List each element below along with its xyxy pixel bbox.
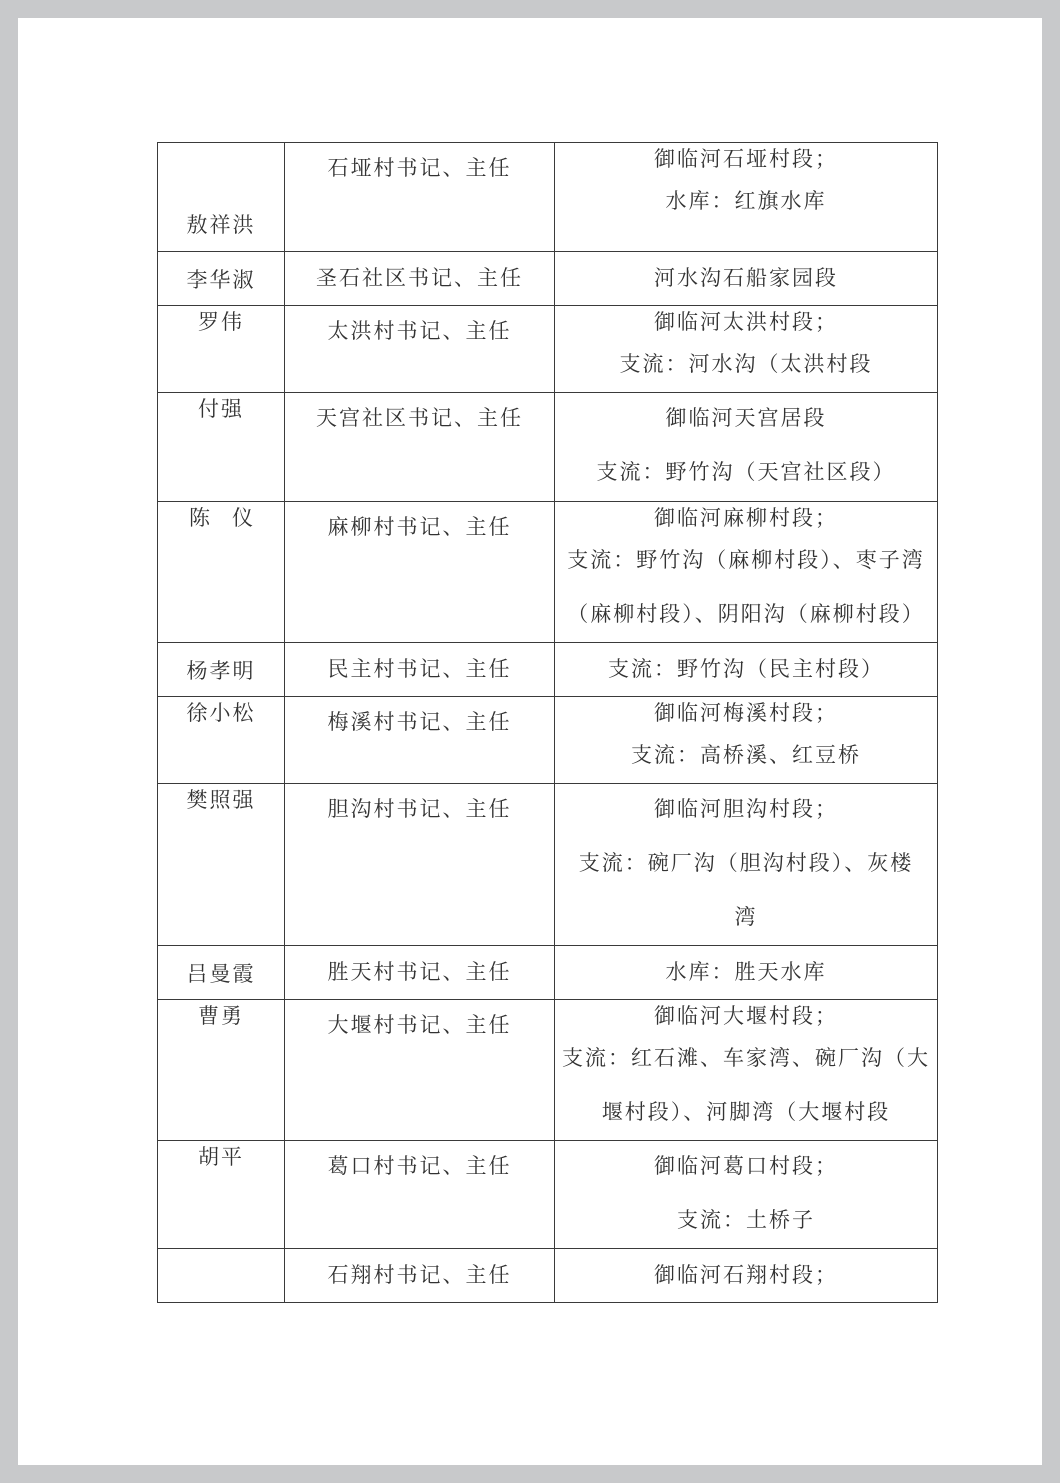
name-cell: 吕曼霞 — [158, 946, 285, 1000]
table-row — [158, 643, 938, 697]
role-cell: 胜天村书记、主任 — [285, 946, 555, 1000]
table-row — [158, 1141, 938, 1249]
name-cell: 李华淑 — [158, 252, 285, 306]
reach-cell: 御临河太洪村段； 支流：河水沟（太洪村段 — [555, 306, 938, 393]
role-cell: 胆沟村书记、主任 — [285, 784, 555, 946]
reach-cell: 御临河大堰村段； 支流：红石滩、车家湾、碗厂沟（大 堰村段）、河脚湾（大堰村段 — [555, 1000, 938, 1141]
role-cell: 梅溪村书记、主任 — [285, 697, 555, 784]
name-cell: 敖祥洪 — [158, 143, 285, 252]
reach-cell: 御临河天宫居段 支流：野竹沟（天宫社区段） — [555, 393, 938, 502]
role-cell: 圣石社区书记、主任 — [285, 252, 555, 306]
reach-cell: 御临河石垭村段； 水库：红旗水库 — [555, 143, 938, 252]
name-cell: 曹勇 — [158, 1000, 285, 1141]
reach-cell: 支流：野竹沟（民主村段） — [555, 643, 938, 697]
name-cell: 杨孝明 — [158, 643, 285, 697]
document-page — [18, 18, 1042, 1465]
table-row — [158, 143, 938, 252]
name-cell: 陈仪 — [158, 502, 285, 643]
role-cell: 麻柳村书记、主任 — [285, 502, 555, 643]
table-row — [158, 784, 938, 946]
role-cell: 葛口村书记、主任 — [285, 1141, 555, 1249]
name-cell: 胡平 — [158, 1141, 285, 1249]
reach-cell: 御临河麻柳村段； 支流：野竹沟（麻柳村段）、枣子湾 （麻柳村段）、阴阳沟（麻柳村段） — [555, 502, 938, 643]
table-row — [158, 502, 938, 643]
role-cell: 石翔村书记、主任 — [285, 1249, 555, 1303]
name-cell — [158, 1249, 285, 1303]
reach-cell: 御临河葛口村段； 支流：土桥子 — [555, 1141, 938, 1249]
table-row — [158, 946, 938, 1000]
name-cell: 付强 — [158, 393, 285, 502]
role-cell: 太洪村书记、主任 — [285, 306, 555, 393]
reach-cell: 御临河胆沟村段； 支流：碗厂沟（胆沟村段）、灰楼 湾 — [555, 784, 938, 946]
table-row — [158, 697, 938, 784]
river-chief-table — [157, 142, 938, 1303]
name-cell: 罗伟 — [158, 306, 285, 393]
reach-cell: 河水沟石船家园段 — [555, 252, 938, 306]
table-row — [158, 1249, 938, 1303]
table-row — [158, 1000, 938, 1141]
role-cell: 大堰村书记、主任 — [285, 1000, 555, 1141]
role-cell: 石垭村书记、主任 — [285, 143, 555, 252]
table-row — [158, 393, 938, 502]
role-cell: 天宫社区书记、主任 — [285, 393, 555, 502]
reach-cell: 水库：胜天水库 — [555, 946, 938, 1000]
table-row — [158, 252, 938, 306]
reach-cell: 御临河石翔村段； — [555, 1249, 938, 1303]
table-row — [158, 306, 938, 393]
name-cell: 樊照强 — [158, 784, 285, 946]
role-cell: 民主村书记、主任 — [285, 643, 555, 697]
name-cell: 徐小松 — [158, 697, 285, 784]
reach-cell: 御临河梅溪村段； 支流：高桥溪、红豆桥 — [555, 697, 938, 784]
